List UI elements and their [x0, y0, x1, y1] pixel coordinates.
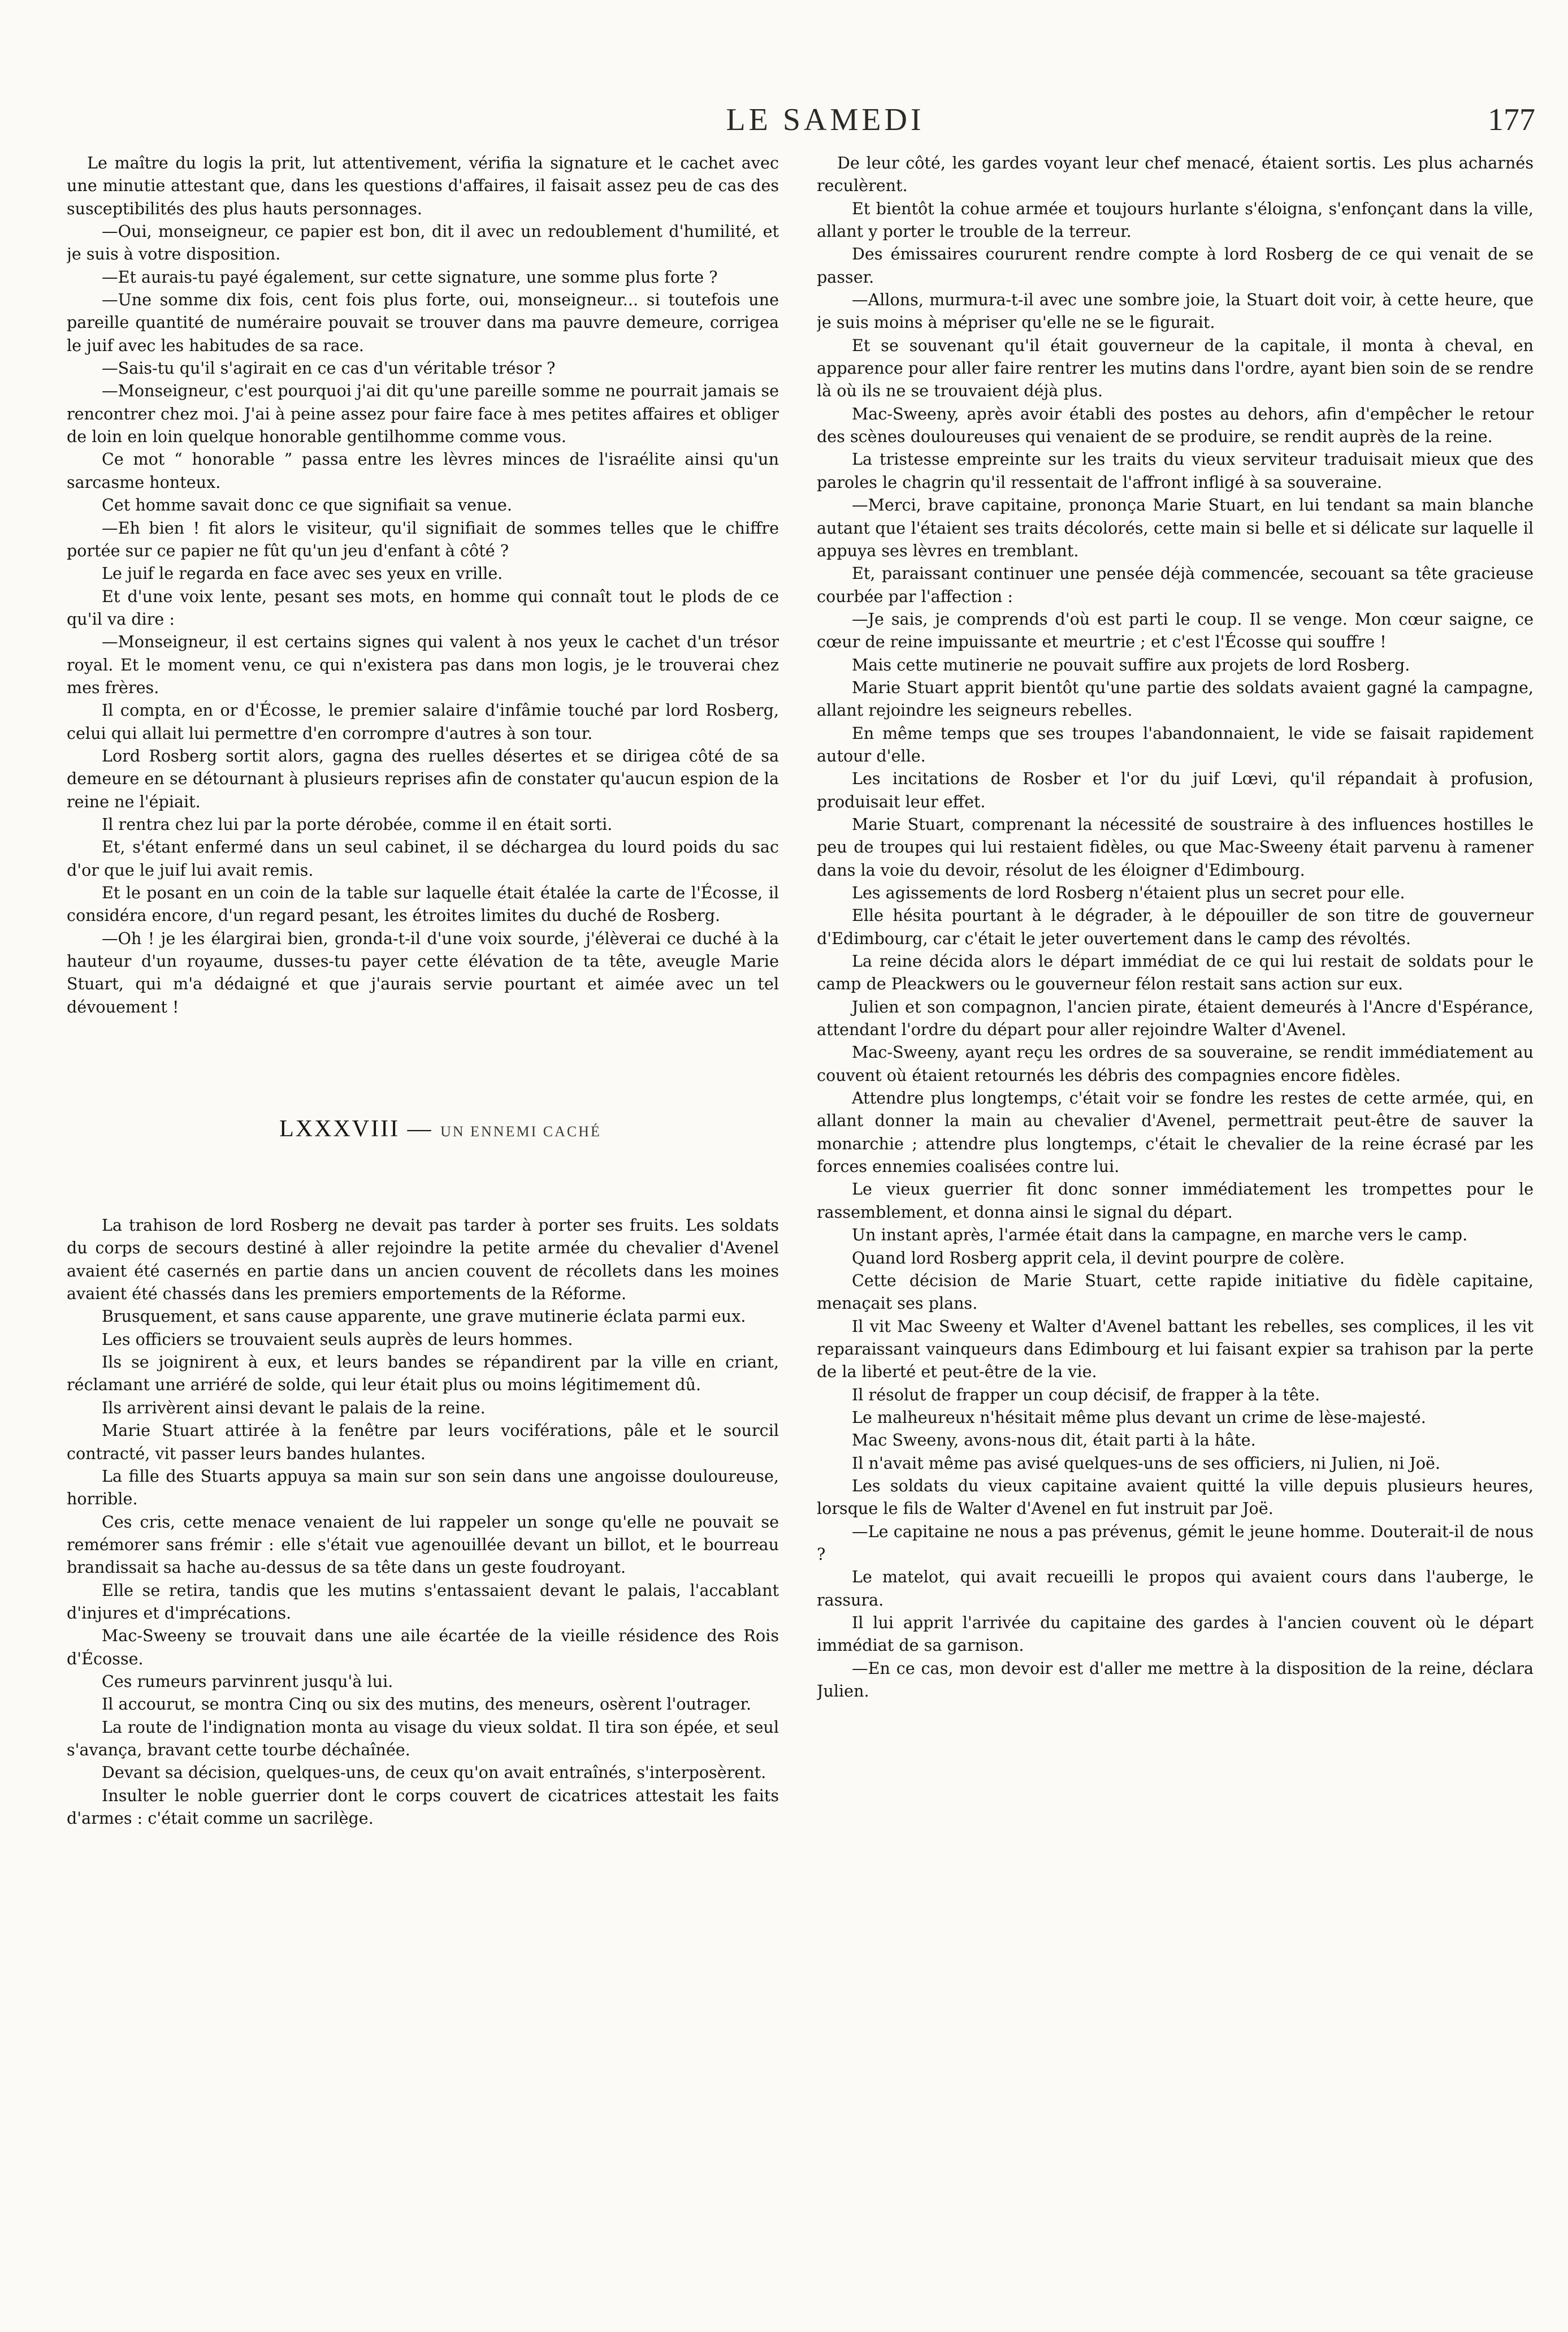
paragraph: Quand lord Rosberg apprit cela, il devint pourpre de colère. — [852, 1248, 1345, 1267]
paragraph: Un instant après, l'armée était dans la campagne, en marche vers le camp. — [852, 1225, 1468, 1245]
paragraph: Lord Rosberg sortit alors, gagna des ruelles désertes et se dirigea côté de sa demeure en se détournant à plusieurs reprises afin de constater qu'aucun espion de la reine ne l'épiait. — [67, 746, 779, 811]
chapter-number: LXXXVIII — [279, 1116, 400, 1143]
paragraph: Ces cris, cette menace venaient de lui rappeler un songe qu'elle ne pouvait se remémorer sans frémir : elle s'était vue agenouillée devant un billot, et le bourreau brandissait sa hache au-dessus de sa tête dans un geste foudroyant. — [67, 1512, 779, 1577]
paragraph: Cet homme savait donc ce que signifiait sa venue. — [102, 495, 512, 515]
paragraph: La tristesse empreinte sur les traits du vieux serviteur traduisait mieux que des paroles le chagrin qu'il ressentait de l'affront infligé à sa souveraine. — [817, 449, 1534, 492]
paragraph: Les agissements de lord Rosberg n'étaient plus un secret pour elle. — [852, 883, 1405, 902]
paragraph: Et, s'étant enfermé dans un seul cabinet, il se déchargea du lourd poids du sac d'or que le juif lui avait remis. — [67, 837, 779, 880]
page-header — [0, 90, 1568, 141]
paragraph: Il vit Mac Sweeny et Walter d'Avenel battant les rebelles, ses complices, il les vit reparaissant vainqueurs dans Edimbourg et lui faisant expier sa trahison par la perte de la liberté et peut-être de la vie. — [817, 1316, 1534, 1382]
paragraph: La fille des Stuarts appuya sa main sur son sein dans une angoisse douloureuse, horrible. — [67, 1466, 779, 1509]
paragraph: Cette décision de Marie Stuart, cette rapide initiative du fidèle capitaine, menaçait ses plans. — [817, 1270, 1534, 1313]
paragraph: Elle se retira, tandis que les mutins s'entassaient devant le palais, l'accablant d'injures et d'imprécations. — [67, 1580, 779, 1623]
paragraph: Les soldats du vieux capitaine avaient quitté la ville depuis plusieurs heures, lorsque le fils de Walter d'Avenel en fut instruit par Joë. — [817, 1476, 1534, 1518]
paragraph: Ce mot “ honorable ” passa entre les lèvres minces de l'israélite ainsi qu'un sarcasme honteux. — [67, 449, 779, 492]
paragraph: Ces rumeurs parvinrent jusqu'à lui. — [102, 1671, 393, 1691]
paragraph: —Oui, monseigneur, ce papier est bon, dit il avec un redoublement d'humilité, et je suis à votre disposition. — [67, 222, 779, 264]
paragraph: Mac-Sweeny se trouvait dans une aile écartée de la vieille résidence des Rois d'Écosse. — [67, 1626, 779, 1668]
paragraph: —Merci, brave capitaine, prononça Marie Stuart, en lui tendant sa main blanche autant que l'étaient ses traits décolorés, cette main si belle et si délicate sur laquelle il appuya ses lèvres en tremblant. — [817, 495, 1534, 560]
right-column-text — [817, 152, 1534, 1702]
chapter-heading — [67, 1118, 779, 1143]
paragraph: Le vieux guerrier fit donc sonner immédiatement les trompettes pour le rassemblement, et donna ainsi le signal du départ. — [817, 1179, 1534, 1222]
paragraph: Les incitations de Rosber et l'or du juif Lœvi, qu'il répandait à profusion, produisait leur effet. — [817, 769, 1534, 811]
paragraph: La trahison de lord Rosberg ne devait pas tarder à porter ses fruits. Les soldats du corps de secours destiné à aller rejoindre la petite armée du chevalier d'Avenel avaient été casernés en partie dans un ancien couvent de récollets dans les moines avaient été chassés dans les premiers emportements de la Réforme. — [67, 1215, 779, 1304]
chapter-title: UN ENNEMI CACHÉ — [440, 1123, 601, 1140]
paragraph: Elle hésita pourtant à le dégrader, à le dépouiller de son titre de gouverneur d'Edimbourg, car c'était le jeter ouvertement dans le camp des révoltés. — [817, 906, 1534, 948]
paragraph: La route de l'indignation monta au visage du vieux soldat. Il tira son épée, et seul s'avança, bravant cette tourbe déchaînée. — [67, 1717, 779, 1759]
paragraph: La reine décida alors le départ immédiat de ce qui lui restait de soldats pour le camp de Pleackwers ou le gouverneur félon restait sans action sur eux. — [817, 951, 1534, 994]
paragraph: Il résolut de frapper un coup décisif, de frapper à la tête. — [852, 1385, 1320, 1404]
paragraph: —Monseigneur, il est certains signes qui valent à nos yeux le cachet d'un trésor royal. Et le moment venu, ce qui n'existera pas dans mon logis, je le trouverai chez mes frères. — [67, 632, 779, 697]
paragraph: Ils se joignirent à eux, et leurs bandes se répandirent par la ville en criant, réclamant une arriéré de solde, qui leur était plus ou moins légitimement dû. — [67, 1352, 779, 1395]
paragraph: Le matelot, qui avait recueilli le propos qui avaient cours dans l'auberge, le rassura. — [817, 1567, 1534, 1610]
paragraph: Ils arrivèrent ainsi devant le palais de la reine. — [102, 1398, 486, 1417]
paragraph: Mac Sweeny, avons-nous dit, était parti à la hâte. — [852, 1430, 1256, 1450]
paragraph: Il compta, en or d'Écosse, le premier salaire d'infâmie touché par lord Rosberg, celui qui allait lui permettre d'en corrompre d'autres à son tour. — [67, 700, 779, 743]
paragraph: —Une somme dix fois, cent fois plus forte, oui, monseigneur... si toutefois une pareille quantité de numéraire pouvait se trouver dans ma pauvre demeure, corrigea le juif avec les habitudes de sa race. — [67, 290, 779, 355]
paragraph: —Et aurais-tu payé également, sur cette signature, une somme plus forte ? — [102, 267, 718, 287]
paragraph: Et d'une voix lente, pesant ses mots, en homme qui connaît tout le plods de ce qu'il va dire : — [67, 586, 779, 629]
paragraph: Mac-Sweeny, après avoir établi des postes au dehors, afin d'empêcher le retour des scènes douloureuses qui venaient de se produire, se rendit auprès de la reine. — [817, 404, 1534, 447]
paragraph: En même temps que ses troupes l'abandonnaient, le vide se faisait rapidement autour d'elle. — [817, 723, 1534, 765]
paragraph: —Allons, murmura-t-il avec une sombre joie, la Stuart doit voir, à cette heure, que je suis moins à mépriser qu'elle ne se le figurait. — [817, 290, 1534, 332]
paragraph: —Je sais, je comprends d'où est parti le coup. Il se venge. Mon cœur saigne, ce cœur de reine impuissante et meurtrie ; et c'est l'Écosse qui souffre ! — [817, 609, 1534, 652]
paragraph: —Monseigneur, c'est pourquoi j'ai dit qu'une pareille somme ne pourrait jamais se rencontrer chez moi. J'ai à peine assez pour faire face à mes petites affaires et obliger de loin en loin quelque honorable gentilhomme comme vous. — [67, 381, 779, 447]
paragraph: Marie Stuart attirée à la fenêtre par leurs vociférations, pâle et le sourcil contracté, vit passer leurs bandes hulantes. — [67, 1421, 779, 1463]
paragraph: Marie Stuart apprit bientôt qu'une partie des soldats avaient gagné la campagne, allant rejoindre les seigneurs rebelles. — [817, 677, 1534, 720]
paragraph: Et se souvenant qu'il était gouverneur de la capitale, il monta à cheval, en apparence pour aller faire rentrer les mutins dans l'ordre, ayant bien soin de se rendre là où ils ne se trouvaient déjà plus. — [817, 335, 1534, 401]
paragraph: Il rentra chez lui par la porte dérobée, comme il en était sorti. — [102, 814, 613, 834]
publication-title: LE SAMEDI — [726, 102, 925, 137]
paragraph: —Le capitaine ne nous a pas prévenus, gémit le jeune homme. Douterait-il de nous ? — [817, 1521, 1534, 1564]
paragraph: Le malheureux n'hésitait même plus devant un crime de lèse-majesté. — [852, 1407, 1426, 1427]
chapter-dash: — — [407, 1116, 433, 1143]
paragraph: Le maître du logis la prit, lut attentivement, vérifia la signature et le cachet avec une minutie attestant que, dans les questions d'affaires, il faisait assez peu de cas des susceptibilités des plus hauts personnages. — [67, 153, 779, 218]
paragraph: —Oh ! je les élargirai bien, gronda-t-il d'une voix sourde, j'élèverai ce duché à la hauteur d'un royaume, dusses-tu payer cette élévation de ta tête, aveugle Marie Stuart, qui m'a dédaigné et que j'aurais servie pourtant et aimée avec un tel dévouement ! — [67, 928, 779, 1016]
paragraph: Insulter le noble guerrier dont le corps couvert de cicatrices attestait les faits d'armes : c'était comme un sacrilège. — [67, 1785, 779, 1828]
paragraph: Il lui apprit l'arrivée du capitaine des gardes à l'ancien couvent où le départ immédiat de sa garnison. — [817, 1613, 1534, 1655]
paragraph: Mac-Sweeny, ayant reçu les ordres de sa souveraine, se rendit immédiatement au couvent où étaient retournés les débris des compagnies encore fidèles. — [817, 1042, 1534, 1085]
paragraph: —Sais-tu qu'il s'agirait en ce cas d'un véritable trésor ? — [102, 358, 556, 378]
left-column — [67, 152, 779, 2309]
paragraph: —En ce cas, mon devoir est d'aller me mettre à la disposition de la reine, déclara Julien. — [817, 1658, 1534, 1701]
paragraph: —Eh bien ! fit alors le visiteur, qu'il signifiait de sommes telles que le chiffre portée sur ce papier ne fût qu'un jeu d'enfant à côté ? — [67, 518, 779, 560]
paragraph: Et le posant en un coin de la table sur laquelle était étalée la carte de l'Écosse, il considéra encore, d'un regard pesant, les étroites limites du duché de Rosberg. — [67, 883, 779, 925]
paragraph: Brusquement, et sans cause apparente, une grave mutinerie éclata parmi eux. — [102, 1306, 746, 1326]
paragraph: Le juif le regarda en face avec ses yeux en vrille. — [102, 564, 503, 583]
paragraph: Devant sa décision, quelques-uns, de ceux qu'on avait entraînés, s'interposèrent. — [102, 1763, 766, 1782]
paragraph: Attendre plus longtemps, c'était voir se fondre les restes de cette armée, qui, en allant donner la main au chevalier d'Avenel, permettrait peut-être de sauver la monarchie ; attendre plus longtemps, c'était le chevalier de la reine écrasé par les forces ennemies coalisées contre lui. — [817, 1088, 1534, 1176]
right-column — [817, 152, 1534, 2309]
paragraph: Mais cette mutinerie ne pouvait suffire aux projets de lord Rosberg. — [852, 655, 1410, 674]
paragraph: Et, paraissant continuer une pensée déjà commencée, secouant sa tête gracieuse courbée par l'affection : — [817, 564, 1534, 606]
paragraph: Les officiers se trouvaient seuls auprès de leurs hommes. — [102, 1329, 573, 1349]
paragraph: Julien et son compagnon, l'ancien pirate, étaient demeurés à l'Ancre d'Espérance, attendant l'ordre du départ pour aller rejoindre Walter d'Avenel. — [817, 997, 1534, 1040]
paragraph: Il accourut, se montra Cinq ou six des mutins, des meneurs, osèrent l'outrager. — [102, 1694, 752, 1714]
paragraph: Marie Stuart, comprenant la nécessité de soustraire à des influences hostilles le peu de troupes qui lui restaient fidèles, ou que Mac-Sweeny était parvenu à ramener dans la voie du devoir, résolut de les éloigner d'Edimbourg. — [817, 814, 1534, 880]
page-number: 177 — [1488, 102, 1535, 137]
paragraph: De leur côté, les gardes voyant leur chef menacé, étaient sortis. Les plus acharnés reculèrent. — [817, 153, 1534, 196]
paragraph: Des émissaires coururent rendre compte à lord Rosberg de ce qui venait de se passer. — [817, 244, 1534, 287]
left-column-text-before — [67, 152, 779, 1018]
left-column-text-after — [67, 1214, 779, 1829]
paragraph: Et bientôt la cohue armée et toujours hurlante s'éloigna, s'enfonçant dans la ville, allant y porter le trouble de la terreur. — [817, 198, 1534, 241]
paragraph: Il n'avait même pas avisé quelques-uns de ses officiers, ni Julien, ni Joë. — [852, 1453, 1441, 1473]
